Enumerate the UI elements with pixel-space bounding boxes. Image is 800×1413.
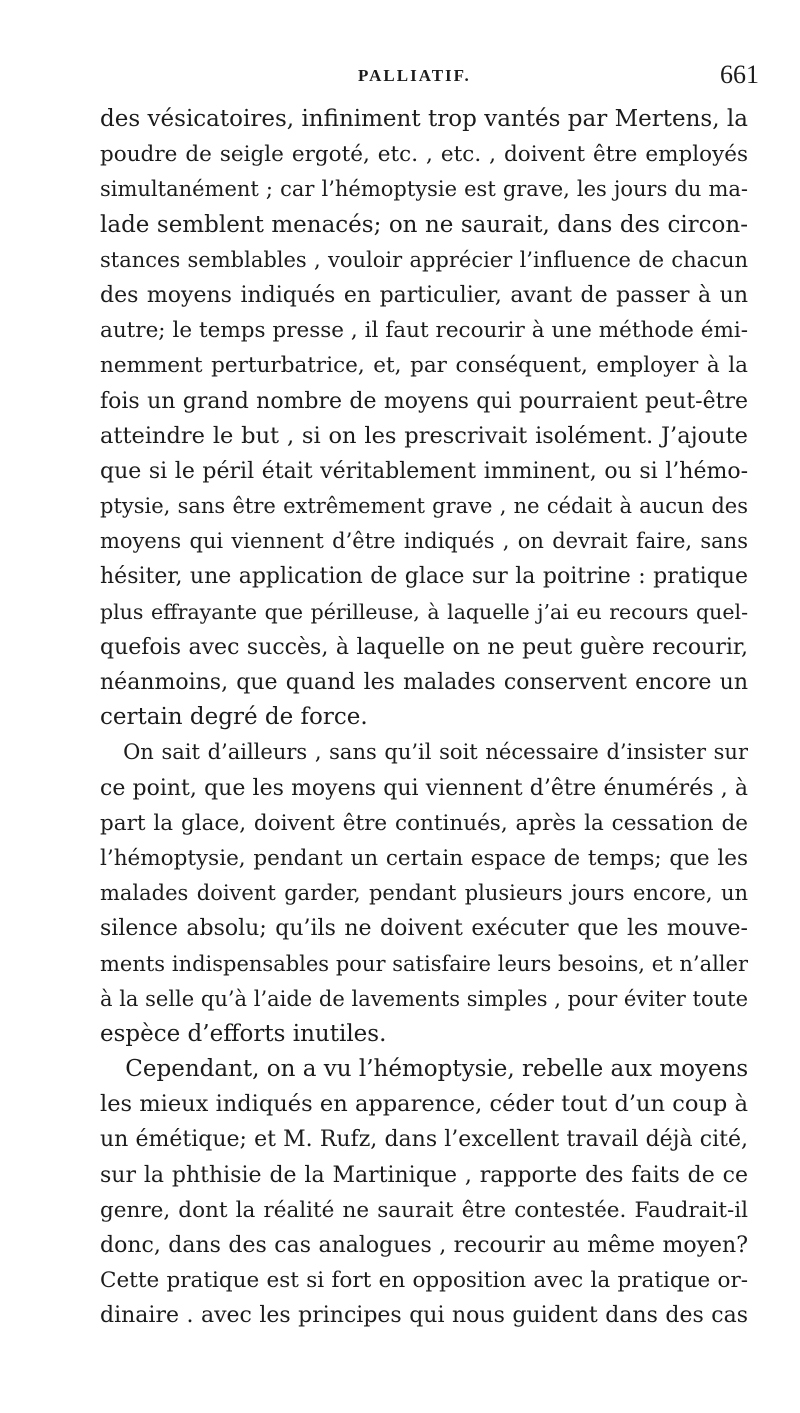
running-title: PALLIATIF. — [358, 66, 471, 85]
text-line: fois un grand nombre de moyens qui pourraient peut-être — [100, 388, 748, 414]
text-line: sur la phthisie de la Martinique , rapporte des faits de ce — [100, 1162, 748, 1188]
page-number: 661 — [720, 60, 759, 89]
text-line: simultanément ; car l’hémoptysie est grave, les jours du ma- — [100, 177, 748, 202]
text-line: des moyens indiqués en particulier, avant de passer à un — [100, 282, 748, 308]
text-line: néanmoins, que quand les malades conservent encore un — [100, 670, 748, 695]
text-line: ments indispensables pour satisfaire leurs besoins, et n’aller — [100, 951, 748, 976]
text-line: lade semblent menacés; on ne saurait, dans des circon- — [100, 211, 748, 238]
text-line: donc, dans des cas analogues , recourir au même moyen? — [100, 1233, 748, 1258]
text-line: silence absolu; qu’ils ne doivent exécuter que les mouve- — [100, 916, 748, 942]
text-line: On sait d’ailleurs , sans qu’il soit nécessaire d’insister sur — [123, 740, 748, 765]
text-line: certain degré de force. — [100, 704, 368, 731]
text-line: malades doivent garder, pendant plusieurs jours encore, un — [100, 881, 748, 906]
text-line: l’hémoptysie, pendant un certain espace de temps; que les — [100, 845, 748, 871]
text-line: hésiter, une application de glace sur la poitrine : pratique — [100, 564, 748, 590]
text-line: à la selle qu’à l’aide de lavements simples , pour éviter toute — [100, 986, 748, 1011]
text-line: Cependant, on a vu l’hémoptysie, rebelle aux moyens — [125, 1056, 748, 1083]
text-line: les mieux indiqués en apparence, céder tout d’un coup à — [100, 1091, 748, 1118]
text-line: des vésicatoires, infiniment trop vantés par Mertens, la — [100, 106, 748, 132]
text-line: autre; le temps presse , il faut recourir à une méthode émi- — [100, 318, 748, 344]
text-line: atteindre le but , si on les prescrivait isolément. J’ajoute — [100, 422, 748, 449]
text-line: genre, dont la réalité ne saurait être contestée. Faudrait-il — [100, 1197, 748, 1223]
text-line: que si le péril était véritablement imminent, ou si l’hémo- — [100, 458, 748, 484]
text-line: un émétique; et M. Rufz, dans l’excellent travail déjà cité, — [100, 1127, 748, 1153]
text-line: moyens qui viennent d’être indiqués , on devrait faire, sans — [100, 529, 748, 554]
text-line: ptysie, sans être extrêmement grave , ne cédait à aucun des — [100, 494, 748, 519]
text-line: Cette pratique est si fort en opposition avec la pratique or- — [100, 1268, 748, 1294]
text-line: poudre de seigle ergoté, etc. , etc. , doivent être employés — [100, 142, 748, 168]
text-line: stances semblables , vouloir apprécier l’influence de chacun — [100, 247, 748, 272]
text-line: dinaire . avec les principes qui nous guident dans des cas — [100, 1303, 748, 1329]
text-line: plus effrayante que périlleuse, à laquelle j’ai eu recours quel- — [100, 599, 748, 624]
running-head — [0, 60, 800, 96]
text-line: nemment perturbatrice, et, par conséquent, employer à la — [100, 353, 748, 379]
text-line: quefois avec succès, à laquelle on ne peut guère recourir, — [100, 634, 748, 660]
text-line: part la glace, doivent être continués, après la cessation de — [100, 810, 748, 836]
text-line: espèce d’efforts inutiles. — [100, 1020, 387, 1047]
text-line: ce point, que les moyens qui viennent d’être énumérés , à — [100, 775, 748, 801]
body-text — [100, 102, 748, 1334]
